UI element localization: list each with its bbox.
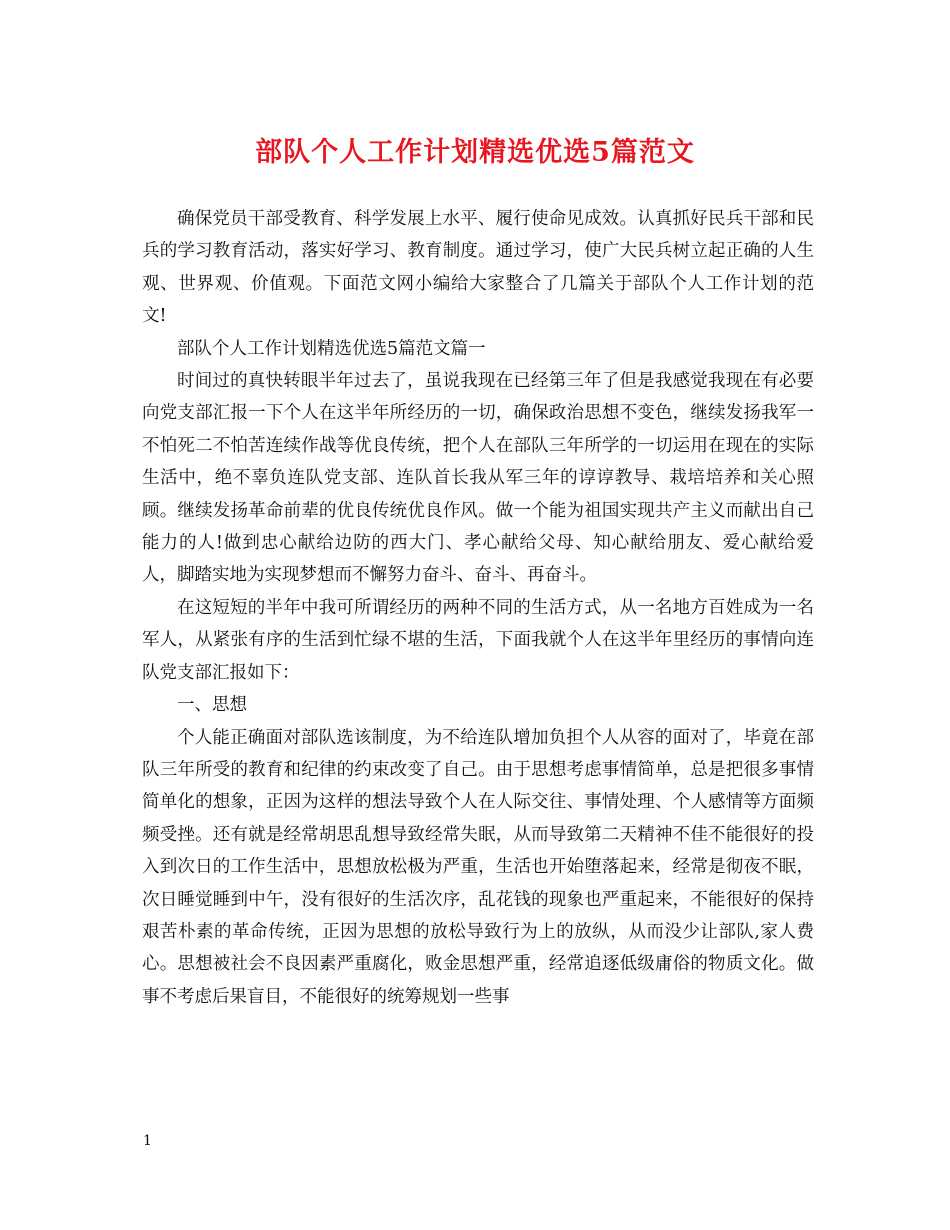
intro-paragraph: 确保党员干部受教育、科学发展上水平、履行使命见成效。认真抓好民兵干部和民兵的学习教育活动，落实好学习、教育制度。通过学习，使广大民兵树立起正确的人生观、世界观、价值观。下面范文网小编给大家整合了几篇关于部队个人工作计划的范文! xyxy=(142,209,814,327)
subsection-heading: 一、思想 xyxy=(177,695,247,716)
document-title: 部队个人工作计划精选优选5篇范文 xyxy=(255,137,695,168)
body-paragraph: 时间过的真快转眼半年过去了，虽说我现在已经第三年了但是我感觉我现在有必要向党支部汇报一下个人在这半年所经历的一切，确保政治思想不变色，继续发扬我军一不怕死二不怕苦连续作战等优良传统，把个人在部队三年所学的一切运用在现在的实际生活中，绝不辜负连队党支部、连队首长我从军三年的谆谆教导、栽培培养和关心照顾。继续发扬革命前辈的优良传统优良作风。做一个能为祖国实现共产主义而献出自己能力的人!做到忠心献给边防的西大门、孝心献给父母、知心献给朋友、爱心献给爱人，脚踏实地为实现梦想而不懈努力奋斗、奋斗、再奋斗。 xyxy=(142,371,814,586)
body-paragraph: 个人能正确面对部队选该制度，为不给连队增加负担个人从容的面对了，毕竟在部队三年所受的教育和纪律的约束改变了自己。由于思想考虑事情简单，总是把很多事情简单化的想象，正因为这样的想法导致个人在人际交往、事情处理、个人感情等方面频频受挫。还有就是经常胡思乱想导致经常失眠，从而导致第二天精神不佳不能很好的投入到次日的工作生活中，思想放松极为严重，生活也开始堕落起来，经常是彻夜不眠，次日睡觉睡到中午，没有很好的生活次序，乱花钱的现象也严重起来，不能很好的保持艰苦朴素的革命传统，正因为思想的放松导致行为上的放纵，从而没少让部队,家人费心。思想被社会不良因素严重腐化，败金思想严重，经常追逐低级庸俗的物质文化。做事不考虑后果盲目，不能很好的统筹规划一些事 xyxy=(142,727,814,1007)
page-number: 1 xyxy=(143,1133,152,1149)
section-heading: 部队个人工作计划精选优选5篇范文篇一 xyxy=(177,338,486,359)
document-body xyxy=(142,203,814,1013)
body-paragraph: 在这短短的半年中我可所谓经历的两种不同的生活方式，从一名地方百姓成为一名军人，从紧张有序的生活到忙绿不堪的生活，下面我就个人在这半年里经历的事情向连队党支部汇报如下： xyxy=(142,597,814,683)
